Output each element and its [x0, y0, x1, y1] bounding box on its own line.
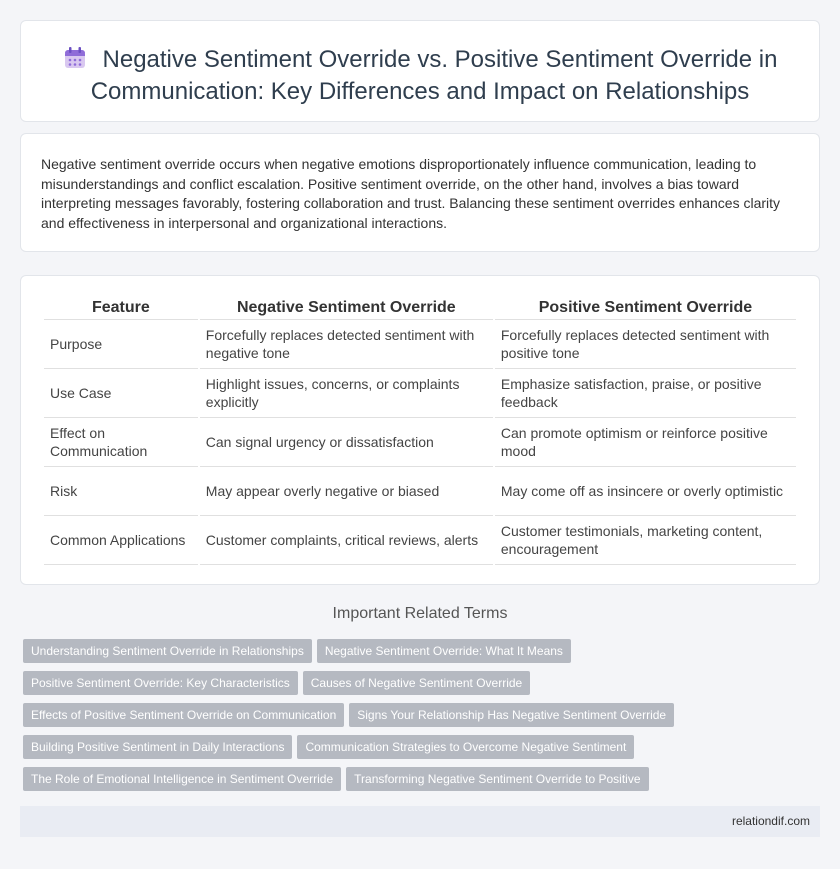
page-title-text: Negative Sentiment Override vs. Positive Sentiment Override in Communication: Key Differences and Impact on Relationships — [90, 46, 778, 105]
related-terms-heading: Important Related Terms — [332, 605, 508, 622]
footer-site-link[interactable]: relationdif.com — [731, 814, 810, 828]
table-cell: Risk — [44, 467, 198, 516]
related-term-link[interactable]: Transforming Negative Sentiment Override to Positive — [346, 767, 648, 791]
table-cell: Highlight issues, concerns, or complaints explicitly — [200, 369, 493, 418]
tag-row — [23, 671, 823, 703]
table-cell: May come off as insincere or overly optimistic — [495, 467, 796, 516]
tag-row — [23, 703, 823, 735]
related-term-link[interactable]: Signs Your Relationship Has Negative Sentiment Override — [349, 703, 674, 727]
table-cell: Emphasize satisfaction, praise, or positive feedback — [495, 369, 796, 418]
table-header-row — [44, 296, 796, 320]
header-feature: Feature — [44, 296, 198, 320]
calendar-icon — [63, 46, 87, 77]
table-row — [44, 516, 796, 565]
table-cell: Customer complaints, critical reviews, alerts — [200, 516, 493, 565]
table-cell: Use Case — [44, 369, 198, 418]
table-cell: Effect on Communication — [44, 418, 198, 467]
related-term-link[interactable]: Positive Sentiment Override: Key Characteristics — [23, 671, 298, 695]
related-term-link[interactable]: The Role of Emotional Intelligence in Sentiment Override — [23, 767, 341, 791]
comparison-card — [20, 275, 820, 585]
table-row — [44, 320, 796, 369]
table-cell: Common Applications — [44, 516, 198, 565]
header-negative: Negative Sentiment Override — [200, 296, 493, 320]
table-cell: Can promote optimism or reinforce positive mood — [495, 418, 796, 467]
table-cell: May appear overly negative or biased — [200, 467, 493, 516]
table-cell: Forcefully replaces detected sentiment with negative tone — [200, 320, 493, 369]
table-row — [44, 467, 796, 516]
intro-paragraph: Negative sentiment override occurs when negative emotions disproportionately influence communication, leading to misunderstandings and conflict escalation. Positive sentiment override, on the other hand, involves a bias toward interpreting messages favorably, fostering collaboration and trust. Balancing these sentiment overrides enhances clarity and effectiveness in interpersonal and organizational interactions. — [41, 156, 781, 231]
footer — [20, 806, 820, 837]
header-positive: Positive Sentiment Override — [495, 296, 796, 320]
related-term-link[interactable]: Negative Sentiment Override: What It Means — [317, 639, 571, 663]
table-cell: Purpose — [44, 320, 198, 369]
comparison-table — [42, 296, 798, 565]
tag-row — [23, 767, 823, 799]
tag-row — [23, 735, 823, 767]
related-term-link[interactable]: Communication Strategies to Overcome Negative Sentiment — [297, 735, 634, 759]
related-terms-list — [23, 639, 823, 799]
table-row — [44, 418, 796, 467]
related-term-link[interactable]: Building Positive Sentiment in Daily Interactions — [23, 735, 292, 759]
related-term-link[interactable]: Understanding Sentiment Override in Relationships — [23, 639, 312, 663]
table-cell: Can signal urgency or dissatisfaction — [200, 418, 493, 467]
related-term-link[interactable]: Causes of Negative Sentiment Override — [303, 671, 530, 695]
title-card — [20, 20, 820, 122]
table-cell: Forcefully replaces detected sentiment with positive tone — [495, 320, 796, 369]
table-cell: Customer testimonials, marketing content, encouragement — [495, 516, 796, 565]
table-row — [44, 369, 796, 418]
page-title — [21, 21, 819, 106]
related-term-link[interactable]: Effects of Positive Sentiment Override on Communication — [23, 703, 344, 727]
tag-row — [23, 639, 823, 671]
intro-card — [20, 133, 820, 252]
